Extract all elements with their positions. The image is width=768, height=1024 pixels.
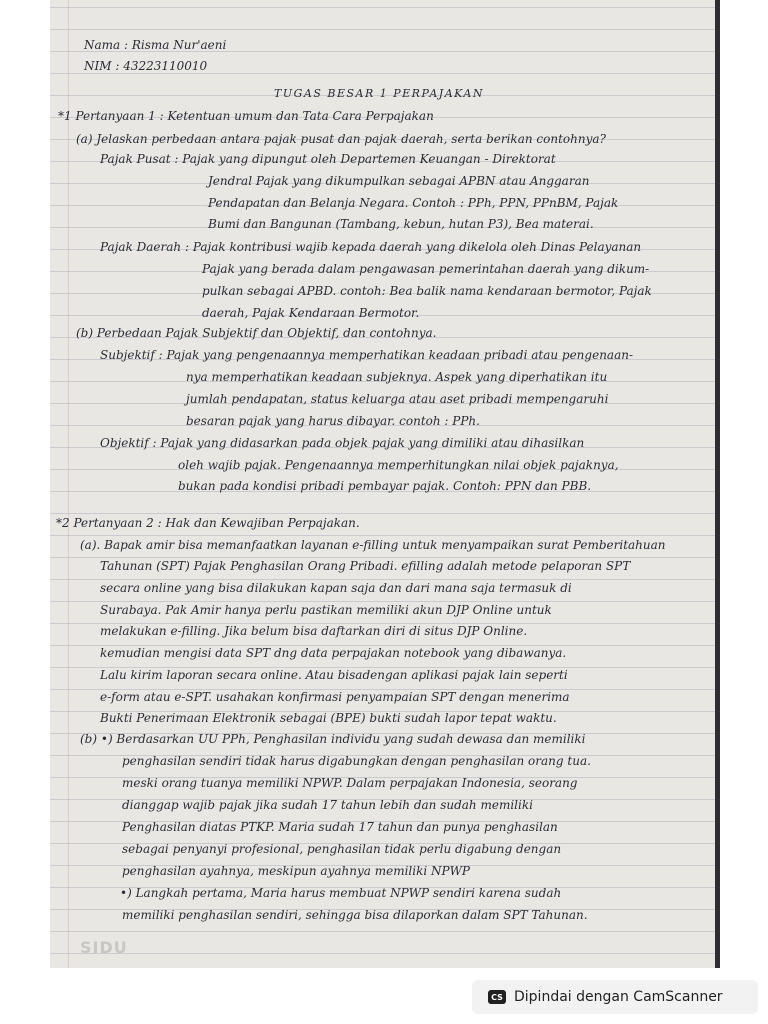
answer-line: kemudian mengisi data SPT dng data perpajakan notebook yang dibawanya.: [100, 646, 567, 660]
question-1b: (b) Perbedaan Pajak Subjektif dan Objektif, dan contohnya.: [76, 326, 437, 340]
notebook-watermark: SIDU: [80, 938, 128, 957]
answer-line: Pajak Pusat : Pajak yang dipungut oleh Departemen Keuangan - Direktorat: [100, 152, 556, 166]
answer-line: meski orang tuanya memiliki NPWP. Dalam perpajakan Indonesia, seorang: [122, 776, 578, 790]
answer-line: •) Langkah pertama, Maria harus membuat NPWP sendiri karena sudah: [120, 886, 562, 900]
answer-line: bukan pada kondisi pribadi pembayar pajak. Contoh: PPN dan PBB.: [178, 479, 592, 493]
camscanner-label: Dipindai dengan CamScanner: [514, 989, 723, 1005]
answer-line: Tahunan (SPT) Pajak Penghasilan Orang Pribadi. efilling adalah metode pelaporan SPT: [100, 559, 631, 573]
page-edge-shadow: [715, 0, 720, 968]
camscanner-badge: [472, 980, 758, 1014]
answer-line: Lalu kirim laporan secara online. Atau bisadengan aplikasi pajak lain seperti: [100, 668, 568, 682]
notebook-page: [50, 0, 720, 968]
answer-line: secara online yang bisa dilakukan kapan saja dan dari mana saja termasuk di: [100, 581, 572, 595]
question-1a: (a) Jelaskan perbedaan antara pajak pusat dan pajak daerah, serta berikan contohnya?: [76, 132, 606, 146]
question-2a: (a). Bapak amir bisa memanfaatkan layanan e-filling untuk menyampaikan surat Pemberitahuan: [80, 538, 666, 552]
student-nim: NIM : 43223110010: [84, 59, 208, 73]
answer-line: melakukan e-filling. Jika belum bisa daftarkan diri di situs DJP Online.: [100, 624, 528, 638]
answer-line: Subjektif : Pajak yang pengenaannya memperhatikan keadaan pribadi atau pengenaan-: [100, 348, 634, 362]
camscanner-logo-icon: CS: [488, 990, 506, 1004]
question-2-heading: *2 Pertanyaan 2 : Hak dan Kewajiban Perpajakan.: [56, 516, 360, 530]
answer-line: Bukti Penerimaan Elektronik sebagai (BPE) bukti sudah lapor tepat waktu.: [100, 711, 557, 725]
answer-line: sebagai penyanyi profesional, penghasilan tidak perlu digabung dengan: [122, 842, 562, 856]
answer-line: Jendral Pajak yang dikumpulkan sebagai APBN atau Anggaran: [208, 174, 590, 188]
answer-line: penghasilan sendiri tidak harus digabungkan dengan penghasilan orang tua.: [122, 754, 591, 768]
answer-line: besaran pajak yang harus dibayar. contoh : PPh.: [186, 414, 480, 428]
question-2b: (b) •) Berdasarkan UU PPh, Penghasilan individu yang sudah dewasa dan memiliki: [80, 732, 586, 746]
answer-line: Pendapatan dan Belanja Negara. Contoh : PPh, PPN, PPnBM, Pajak: [208, 196, 619, 210]
answer-line: oleh wajib pajak. Pengenaannya memperhitungkan nilai objek pajaknya,: [178, 458, 619, 472]
answer-line: daerah, Pajak Kendaraan Bermotor.: [202, 306, 420, 320]
answer-line: dianggap wajib pajak jika sudah 17 tahun lebih dan sudah memiliki: [122, 798, 533, 812]
answer-line: jumlah pendapatan, status keluarga atau aset pribadi mempengaruhi: [186, 392, 609, 406]
answer-line: nya memperhatikan keadaan subjeknya. Aspek yang diperhatikan itu: [186, 370, 608, 384]
assignment-title: TUGAS BESAR 1 PERPAJAKAN: [274, 87, 484, 100]
answer-line: Pajak Daerah : Pajak kontribusi wajib kepada daerah yang dikelola oleh Dinas Pelayanan: [100, 240, 642, 254]
answer-line: penghasilan ayahnya, meskipun ayahnya memiliki NPWP: [122, 864, 470, 878]
answer-line: Penghasilan diatas PTKP. Maria sudah 17 tahun dan punya penghasilan: [122, 820, 558, 834]
answer-line: pulkan sebagai APBD. contoh: Bea balik nama kendaraan bermotor, Pajak: [202, 284, 652, 298]
answer-line: e-form atau e-SPT. usahakan konfirmasi penyampaian SPT dengan menerima: [100, 690, 570, 704]
answer-line: Pajak yang berada dalam pengawasan pemerintahan daerah yang dikum-: [202, 262, 650, 276]
answer-line: Objektif : Pajak yang didasarkan pada objek pajak yang dimiliki atau dihasilkan: [100, 436, 585, 450]
question-1-heading: *1 Pertanyaan 1 : Ketentuan umum dan Tata Cara Perpajakan: [58, 109, 434, 123]
answer-line: Surabaya. Pak Amir hanya perlu pastikan memiliki akun DJP Online untuk: [100, 603, 552, 617]
student-name: Nama : Risma Nur'aeni: [84, 38, 227, 52]
answer-line: Bumi dan Bangunan (Tambang, kebun, hutan P3), Bea materai.: [208, 217, 594, 231]
answer-line: memiliki penghasilan sendiri, sehingga bisa dilaporkan dalam SPT Tahunan.: [122, 908, 588, 922]
